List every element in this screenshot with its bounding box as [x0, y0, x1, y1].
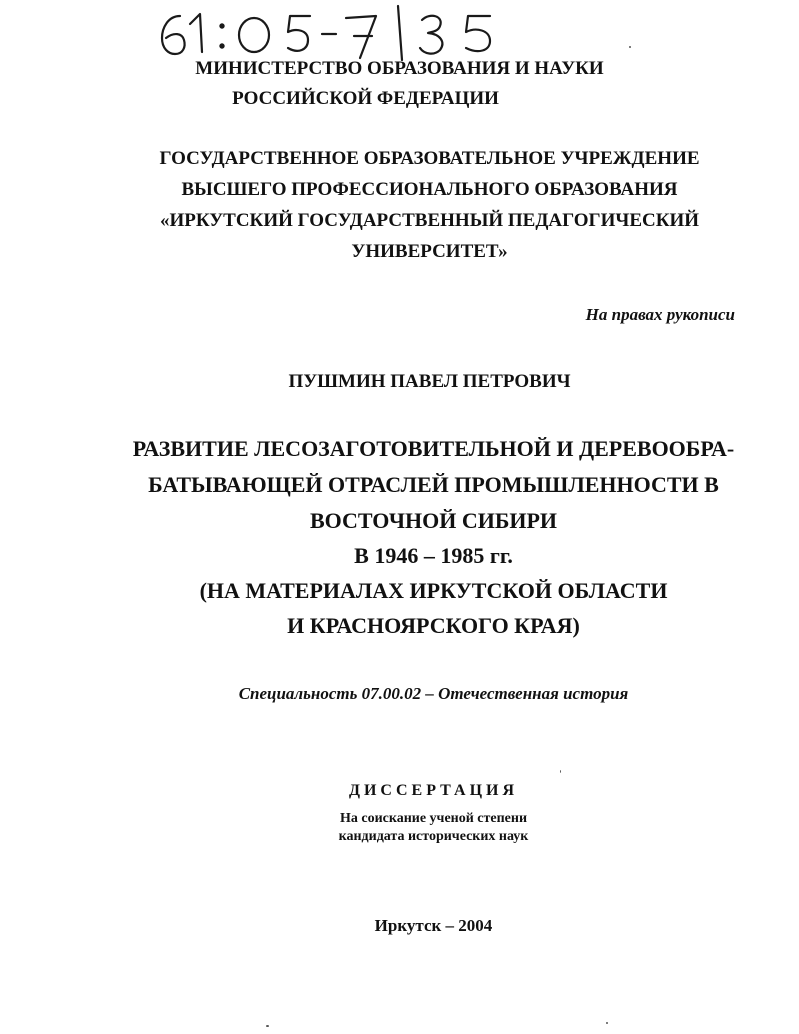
title-line-3: ВОСТОЧНОЙ СИБИРИ [309, 508, 558, 533]
institution-line-2: ВЫСШЕГО ПРОФЕССИОНАЛЬНОГО ОБРАЗОВАНИЯ [181, 179, 678, 200]
ministry-line-2: РОССИЙСКОЙ ФЕДЕРАЦИИ [232, 88, 499, 109]
scan-speck [606, 1022, 608, 1024]
title-line-6: И КРАСНОЯРСКОГО КРАЯ) [287, 613, 580, 638]
scan-speck [266, 1025, 269, 1027]
degree-line-1: На соискание ученой степени [339, 811, 528, 826]
dissertation-label: ДИССЕРТАЦИЯ [348, 782, 519, 799]
ministry-line-1: МИНИСТЕРСТВО ОБРАЗОВАНИЯ И НАУКИ [195, 58, 604, 79]
institution-line-3: «ИРКУТСКИЙ ГОСУДАРСТВЕННЫЙ ПЕДАГОГИЧЕСКИЙ [159, 210, 700, 231]
title-line-4: В 1946 – 1985 гг. [354, 543, 513, 568]
manuscript-note: На правах рукописи [585, 305, 735, 324]
institution-line-1: ГОСУДАРСТВЕННОЕ ОБРАЗОВАТЕЛЬНОЕ УЧРЕЖДЕНИЕ [159, 148, 700, 169]
degree-line-2: кандидата исторических наук [338, 829, 529, 844]
title-line-2: БАТЫВАЮЩЕЙ ОТРАСЛЕЙ ПРОМЫШЛЕННОСТИ В [148, 472, 719, 497]
handwritten-code-text [0, 0, 1, 1]
scan-speck [560, 770, 561, 773]
title-line-5: (НА МАТЕРИАЛАХ ИРКУТСКОЙ ОБЛАСТИ [199, 578, 668, 603]
title-line-1: РАЗВИТИЕ ЛЕСОЗАГОТОВИТЕЛЬНОЙ И ДЕРЕВООБРА- [132, 436, 735, 461]
handwritten-archive-code [150, 2, 510, 62]
institution-line-4: УНИВЕРСИТЕТ» [351, 241, 508, 262]
city-year: Иркутск – 2004 [374, 916, 493, 935]
specialty: Специальность 07.00.02 – Отечественная история [238, 684, 629, 703]
scan-speck [629, 46, 631, 48]
author-name: ПУШМИН ПАВЕЛ ПЕТРОВИЧ [288, 371, 571, 392]
